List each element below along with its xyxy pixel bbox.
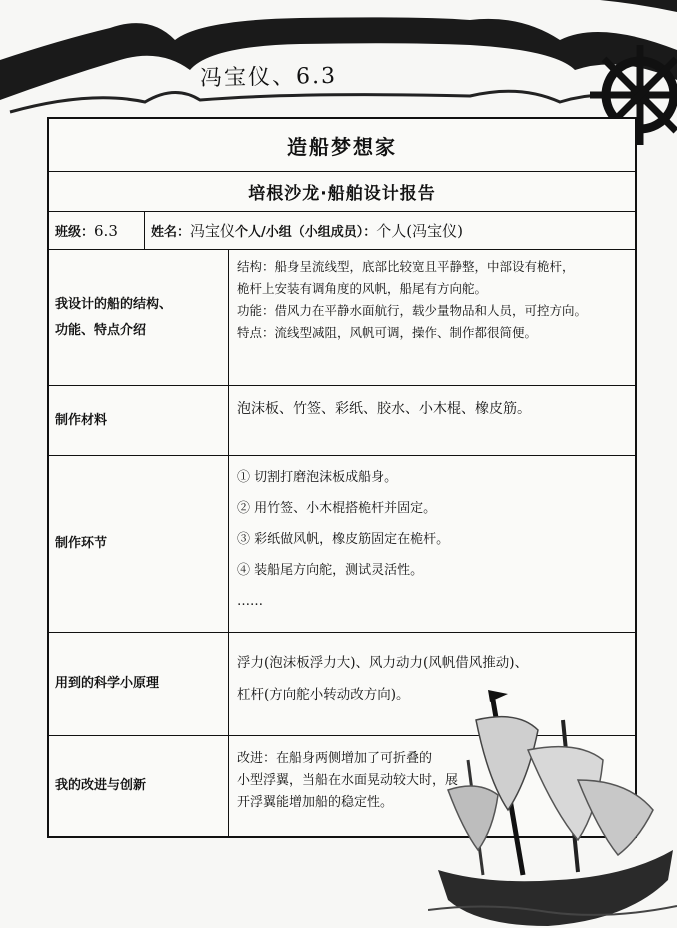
section-label: 我的改进与创新	[49, 736, 229, 836]
structure-section	[49, 250, 635, 386]
name-group-cell	[145, 212, 635, 249]
name-label: 姓名：	[151, 225, 191, 240]
class-label: 班级：	[55, 225, 95, 240]
report-subtitle: 培根沙龙·船舶设计报告	[248, 184, 436, 204]
title-row	[49, 119, 635, 172]
sailing-ship-icon	[428, 680, 677, 928]
report-title: 造船梦想家	[287, 134, 397, 159]
section-content: 改进：在船身两侧增加了可折叠的 小型浮翼，当船在水面晃动较大时，展 开浮翼能增加船的稳定性。	[237, 751, 459, 810]
group-value: 个人(冯宝仪)	[376, 222, 463, 240]
section-label: 用到的科学小原理	[49, 633, 229, 735]
steps-section	[49, 456, 635, 633]
section-label: 我设计的船的结构、 功能、特点介绍	[49, 250, 229, 385]
class-cell	[49, 212, 145, 249]
section-content: 浮力(泡沫板浮力大)、风力动力(风帆借风推动)、 杠杆(方向舵小转动改方向)。	[237, 655, 529, 703]
group-label: 个人/小组（小组成员）：	[235, 225, 377, 240]
subtitle-row	[49, 172, 635, 212]
section-content: ① 切割打磨泡沫板成船身。 ② 用竹签、小木棍搭桅杆并固定。 ③ 彩纸做风帆，橡皮筋固定在桅杆。 ④ 装船尾方向舵，测试灵活性。 ……	[237, 470, 450, 609]
section-content: 泡沫板、竹签、彩纸、胶水、小木棍、橡皮筋。	[237, 401, 531, 417]
name-value: 冯宝仪	[190, 222, 236, 240]
info-row	[49, 212, 635, 250]
handwritten-name-class: 冯宝仪、6.3	[199, 63, 338, 92]
section-content: 结构：船身呈流线型，底部比较宽且平静整，中部设有桅杆， 桅杆上安装有调角度的风帆，船尾有方向舵。 功能：借风力在平静水面航行，载少量物品和人员，可控方向。 特点：流线型减阻，风帆可调，操作、制作都很简便。	[237, 259, 588, 340]
materials-section	[49, 386, 635, 456]
section-label: 制作材料	[49, 386, 229, 455]
section-label: 制作环节	[49, 456, 229, 632]
class-value: 6.3	[94, 221, 118, 240]
